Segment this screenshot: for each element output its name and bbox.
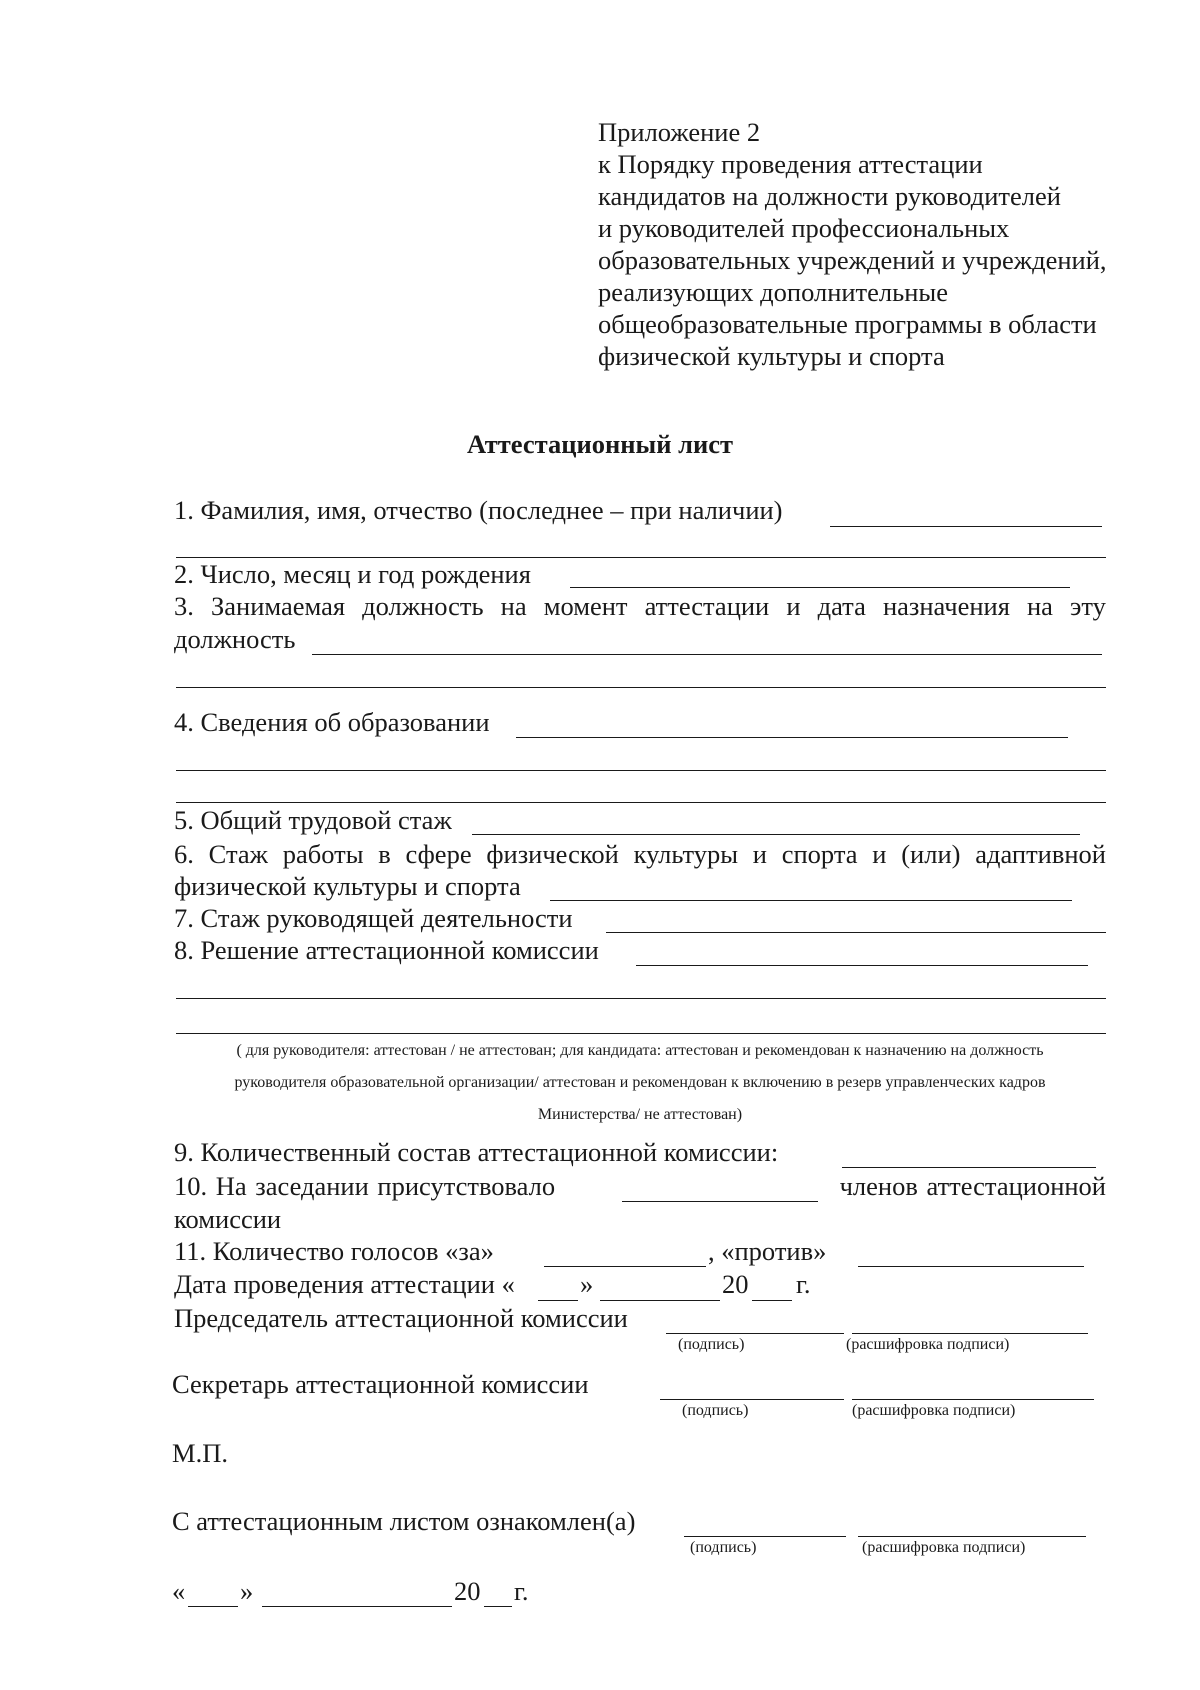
votes-against-field[interactable]: [858, 1266, 1084, 1267]
word: момент: [543, 591, 628, 621]
item-position-label-cont: должность: [174, 624, 296, 654]
item-position-label-line: [174, 590, 1106, 622]
appendix-header: [598, 116, 1158, 372]
full-name-field[interactable]: [830, 526, 1102, 527]
word: 6.: [174, 839, 194, 869]
secretary-signature-field[interactable]: [660, 1399, 844, 1400]
final-day-field[interactable]: [188, 1606, 238, 1607]
signature-caption: (подпись): [682, 1402, 749, 1419]
appendix-line: Приложение 2: [598, 117, 761, 147]
acquainted-signature-field[interactable]: [684, 1536, 846, 1537]
final-year-prefix: 20: [454, 1576, 481, 1606]
word: (или): [901, 839, 961, 869]
word: и: [872, 839, 887, 869]
word: должность: [362, 591, 484, 621]
decision-hint-line: Министерства/ не аттестован): [537, 1106, 743, 1123]
word: и: [752, 839, 767, 869]
attestation-year-suffix: г.: [796, 1269, 811, 1299]
decision-hint-line: ( для руководителя: аттестован / не аттестован; для кандидата: аттестован и рекомендован к назначению на должность: [236, 1042, 1044, 1059]
sport-experience-field[interactable]: [550, 900, 1072, 901]
acquainted-decoding-field[interactable]: [858, 1536, 1086, 1537]
word: 3.: [174, 591, 194, 621]
word: спорта: [781, 839, 858, 869]
commission-size-field[interactable]: [842, 1167, 1096, 1168]
chairman-decoding-field[interactable]: [852, 1333, 1088, 1334]
appendix-line: общеобразовательные программы в области: [598, 309, 1097, 339]
appendix-line: физической культуры и спорта: [598, 341, 945, 371]
commission-decision-field[interactable]: [636, 965, 1088, 966]
final-date-close-quote: »: [240, 1576, 254, 1606]
present-members-field[interactable]: [622, 1201, 818, 1202]
word: на: [1026, 591, 1053, 621]
date-close-quote: »: [580, 1269, 594, 1299]
education-field-continued[interactable]: [176, 802, 1106, 803]
attestation-year-field[interactable]: [752, 1300, 792, 1301]
item-sport-experience-label-cont: физической культуры и спорта: [174, 871, 521, 901]
word: в: [378, 839, 391, 869]
education-field[interactable]: [516, 737, 1068, 738]
word: и: [786, 591, 801, 621]
word: адаптивной: [975, 839, 1106, 869]
acquainted-label: С аттестационным листом ознакомлен(а): [172, 1506, 636, 1536]
word: на: [500, 591, 527, 621]
word: физической: [486, 839, 619, 869]
attestation-year-prefix: 20: [722, 1269, 749, 1299]
attestation-date-label: Дата проведения аттестации «: [174, 1269, 515, 1299]
signature-caption: (подпись): [690, 1539, 757, 1556]
word: работы: [282, 839, 364, 869]
decoding-caption: (расшифровка подписи): [852, 1402, 1016, 1419]
item-education-label: 4. Сведения об образовании: [174, 707, 490, 737]
decoding-caption: (расшифровка подписи): [846, 1336, 1010, 1353]
word: культуры: [633, 839, 739, 869]
word: сфере: [405, 839, 472, 869]
votes-for-field[interactable]: [544, 1266, 706, 1267]
word: назначения: [882, 591, 1010, 621]
final-date-open-quote: «: [172, 1576, 186, 1606]
item-present-members-suffix: членов аттестационной: [839, 1171, 1106, 1201]
final-year-field[interactable]: [484, 1606, 512, 1607]
word: дата: [817, 591, 866, 621]
commission-decision-field-continued[interactable]: [176, 998, 1106, 999]
word: Занимаемая: [210, 591, 346, 621]
secretary-decoding-field[interactable]: [852, 1399, 1094, 1400]
item-total-experience-label: 5. Общий трудовой стаж: [174, 805, 452, 835]
final-month-field[interactable]: [262, 1606, 452, 1607]
birth-date-field[interactable]: [570, 587, 1070, 588]
position-field-continued[interactable]: [176, 687, 1106, 688]
decoding-caption: (расшифровка подписи): [862, 1539, 1026, 1556]
document-title: Аттестационный лист: [466, 429, 734, 459]
word: Стаж: [208, 839, 268, 869]
decision-hint-line: руководителя образовательной организации/ аттестован и рекомендован к включению в резерв управленческих кадров: [234, 1074, 1046, 1091]
word: аттестации: [644, 591, 770, 621]
word: эту: [1070, 591, 1106, 621]
attestation-month-field[interactable]: [600, 1300, 720, 1301]
chairman-signature-field[interactable]: [666, 1333, 844, 1334]
item-management-experience-label: 7. Стаж руководящей деятельности: [174, 903, 573, 933]
appendix-line: к Порядку проведения аттестации: [598, 149, 983, 179]
item-commission-decision-label: 8. Решение аттестационной комиссии: [174, 935, 599, 965]
total-experience-field[interactable]: [472, 834, 1080, 835]
item-sport-experience-label-line: [174, 838, 1106, 870]
final-year-suffix: г.: [514, 1576, 529, 1606]
item-votes-label: 11. Количество голосов «за»: [174, 1236, 494, 1266]
management-experience-field[interactable]: [606, 932, 1106, 933]
item-present-members-label: 10. На заседании присутствовало: [174, 1171, 556, 1201]
position-field[interactable]: [312, 654, 1102, 655]
signature-caption: (подпись): [678, 1336, 745, 1353]
education-field-continued[interactable]: [176, 770, 1106, 771]
attestation-day-field[interactable]: [538, 1300, 578, 1301]
item-commission-size-label: 9. Количественный состав аттестационной комиссии:: [174, 1137, 779, 1167]
secretary-label: Секретарь аттестационной комиссии: [172, 1369, 589, 1399]
item-present-members-suffix-cont: комиссии: [174, 1204, 282, 1234]
appendix-line: образовательных учреждений и учреждений,: [598, 245, 1107, 275]
votes-against-label: , «против»: [708, 1236, 827, 1266]
appendix-line: реализующих дополнительные: [598, 277, 948, 307]
item-full-name-label: 1. Фамилия, имя, отчество (последнее – при наличии): [174, 495, 783, 525]
chairman-label: Председатель аттестационной комиссии: [174, 1303, 628, 1333]
appendix-line: и руководителей профессиональных: [598, 213, 1010, 243]
item-birth-date-label: 2. Число, месяц и год рождения: [174, 559, 531, 589]
stamp-place-label: М.П.: [172, 1438, 228, 1468]
appendix-line: кандидатов на должности руководителей: [598, 181, 1061, 211]
commission-decision-field-continued[interactable]: [176, 1033, 1106, 1034]
